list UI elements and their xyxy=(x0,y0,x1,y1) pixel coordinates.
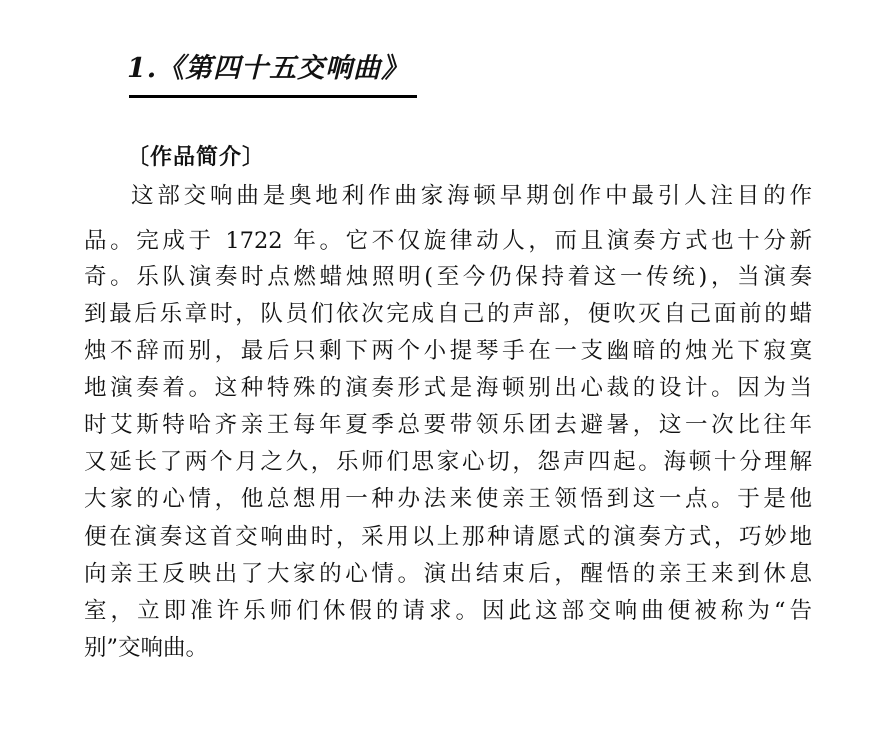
body-line: 室，立即准许乐师们休假的请求。因此这部交响曲便被称为“告 xyxy=(84,598,812,624)
body-line: 便在演奏这首交响曲时，采用以上那种请愿式的演奏方式，巧妙地 xyxy=(84,524,812,550)
body-line: 这部交响曲是奥地利作曲家海顿早期创作中最引人注目的作 xyxy=(131,183,812,209)
body-line: 时艾斯特哈齐亲王每年夏季总要带领乐团去避暑，这一次比往年 xyxy=(84,412,812,438)
body-line: 大家的心情，他总想用一种办法来使亲王领悟到这一点。于是他 xyxy=(84,486,812,512)
body-line: 奇。乐队演奏时点燃蜡烛照明(至今仍保持着这一传统)，当演奏 xyxy=(84,264,812,290)
body-line: 别”交响曲。 xyxy=(84,635,209,661)
section-heading: 〔作品简介〕 xyxy=(127,145,266,170)
body-line: 又延长了两个月之久，乐师们思家心切，怨声四起。海顿十分理解 xyxy=(84,449,812,475)
body-line: 向亲王反映出了大家的心情。演出结束后，醒悟的亲王来到休息 xyxy=(84,561,812,587)
body-line: 地演奏着。这种特殊的演奏形式是海顿别出心裁的设计。因为当 xyxy=(84,375,812,401)
body-line: 到最后乐章时，队员们依次完成自己的声部，便吹灭自己面前的蜡 xyxy=(84,301,812,327)
title-underline xyxy=(129,95,417,98)
body-line: 烛不辞而别，最后只剩下两个小提琴手在一支幽暗的烛光下寂寞 xyxy=(84,338,812,364)
body-line: 品。完成于 1722 年。它不仅旋律动人，而且演奏方式也十分新 xyxy=(84,228,812,254)
article-title: 1.《第四十五交响曲》 xyxy=(127,53,410,84)
